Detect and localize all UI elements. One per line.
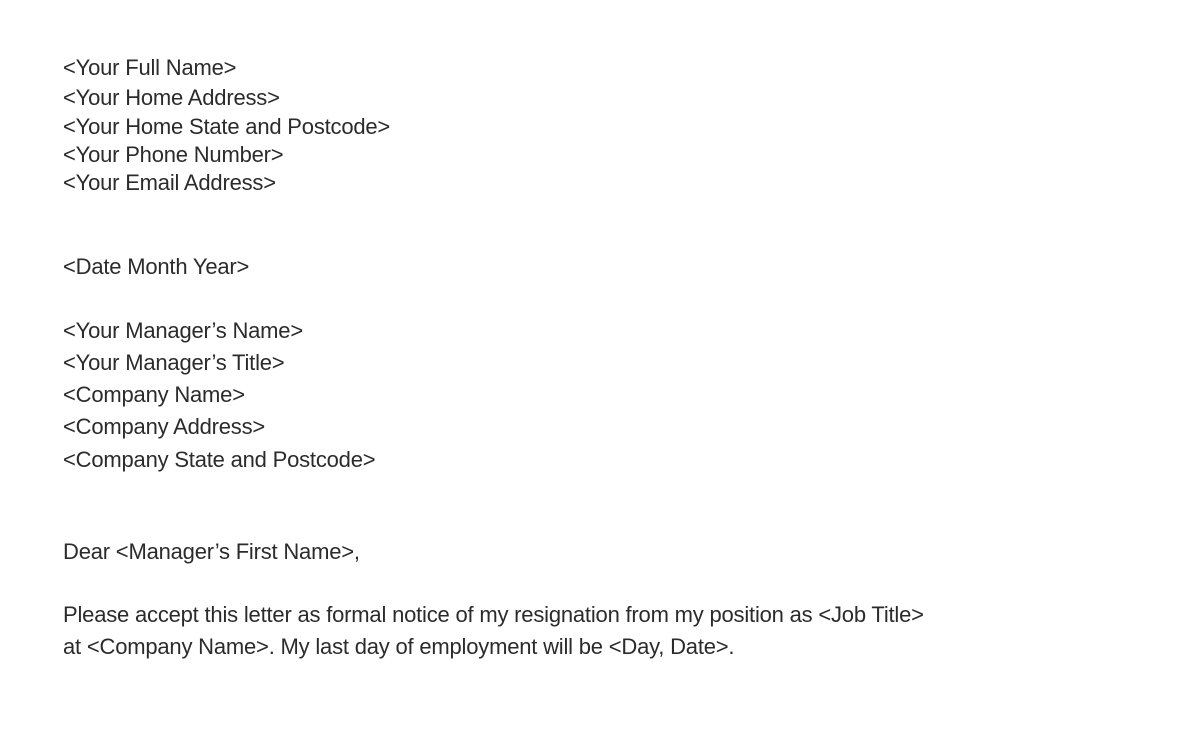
body-line-1: Please accept this letter as formal notice of my resignation from my position as <Job Title> <box>63 602 924 627</box>
letter-date: <Date Month Year> <box>63 254 250 279</box>
sender-phone: <Your Phone Number> <box>63 142 284 167</box>
recipient-company-address: <Company Address> <box>63 414 266 439</box>
body-line-2: at <Company Name>. My last day of employment will be <Day, Date>. <box>63 634 735 659</box>
recipient-company-state-postcode: <Company State and Postcode> <box>63 447 376 472</box>
recipient-manager-title: <Your Manager’s Title> <box>63 350 285 375</box>
recipient-company-name: <Company Name> <box>63 382 245 407</box>
salutation: Dear <Manager’s First Name>, <box>63 539 360 564</box>
sender-home-state-postcode: <Your Home State and Postcode> <box>63 114 391 139</box>
sender-home-address: <Your Home Address> <box>63 85 280 110</box>
sender-full-name: <Your Full Name> <box>63 55 237 80</box>
recipient-manager-name: <Your Manager’s Name> <box>63 318 303 343</box>
sender-email: <Your Email Address> <box>63 170 276 195</box>
